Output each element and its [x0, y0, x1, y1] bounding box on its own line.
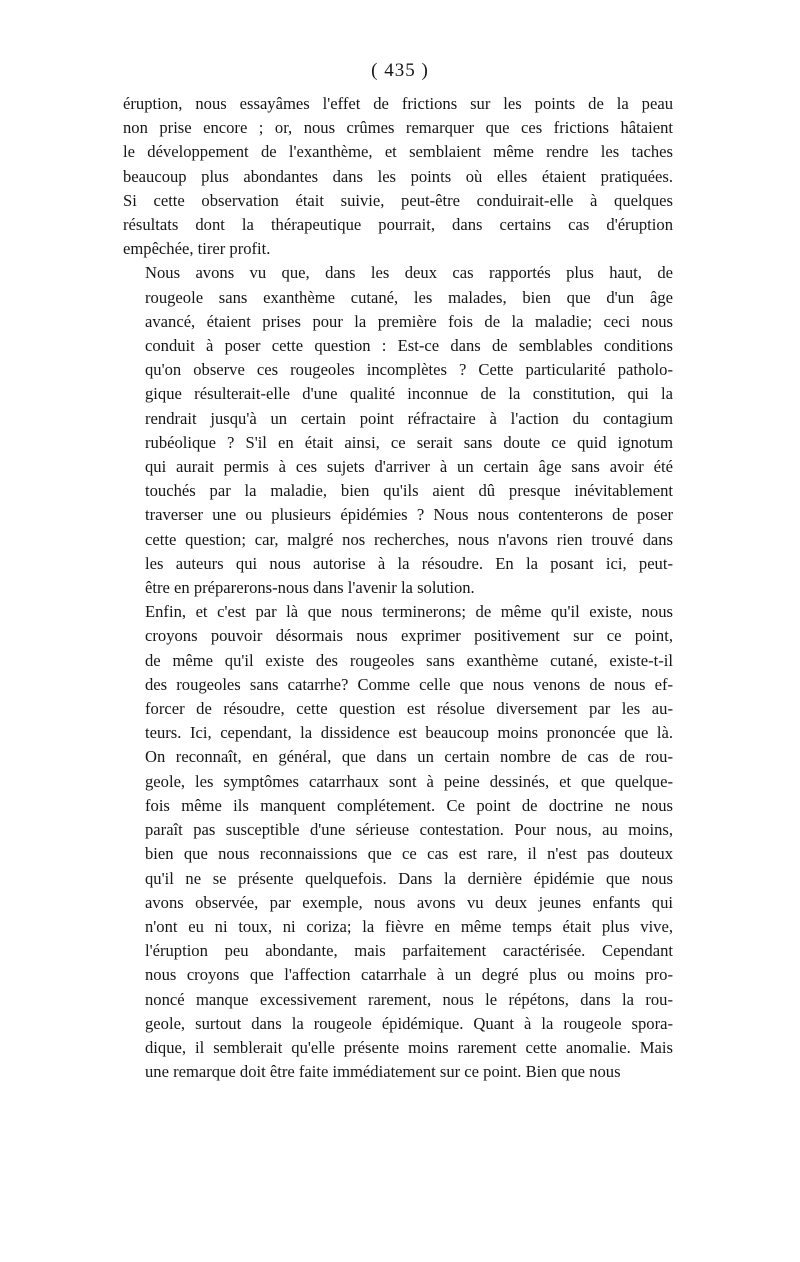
text-line: geole, surtout dans la rougeole épidémique. Quant à la rougeole spora- [145, 1013, 673, 1033]
text-line: rendrait jusqu'à un certain point réfractaire à l'action du contagium [145, 408, 673, 428]
text-line: bien que nous reconnaissions que ce cas est rare, il n'est pas douteux [145, 844, 673, 864]
page-number: ( 435 ) [371, 60, 429, 81]
text-line: dique, il semblerait qu'elle présente moins rarement cette anomalie. Mais [145, 1037, 673, 1057]
text-line: croyons pouvoir désormais nous exprimer positivement sur ce point, [145, 626, 673, 646]
body-text [123, 92, 673, 1084]
text-line: cette question; car, malgré nos recherches, nous n'avons rien trouvé dans [145, 529, 673, 549]
text-line: des rougeoles sans catarrhe? Comme celle que nous venons de nous ef- [145, 674, 673, 694]
text-line: qu'il ne se présente quelquefois. Dans la dernière épidémie que nous [145, 868, 673, 888]
text-line: nous croyons que l'affection catarrhale à un degré plus ou moins pro- [145, 965, 673, 985]
text-line: Nous avons vu que, dans les deux cas rapportés plus haut, de [145, 263, 673, 283]
text-line: On reconnaît, en général, que dans un certain nombre de cas de rou- [145, 747, 673, 767]
text-line: qui aurait permis à ces sujets d'arriver à un certain âge sans avoir été [145, 457, 673, 477]
text-line: qu'on observe ces rougeoles incomplètes ? Cette particularité patholo- [145, 360, 673, 380]
text-line: de même qu'il existe des rougeoles sans exanthème cutané, existe-t-il [145, 650, 673, 670]
text-line: gique résulterait-elle d'une qualité inconnue de la constitution, qui la [145, 384, 673, 404]
text-line: conduit à poser cette question : Est-ce dans de semblables conditions [145, 336, 673, 356]
text-line: non prise encore ; or, nous crûmes remarquer que ces frictions hâtaient [123, 118, 673, 138]
text-line: l'éruption peu abondante, mais parfaitement caractérisée. Cependant [145, 941, 673, 961]
paragraph [123, 92, 673, 261]
text-line: être en préparerons-nous dans l'avenir la solution. [145, 578, 475, 598]
text-line: beaucoup plus abondantes dans les points où elles étaient pratiquées. [123, 166, 673, 186]
text-line: Si cette observation était suivie, peut-être conduirait-elle à quelques [123, 190, 673, 210]
paragraph [123, 261, 673, 600]
text-line: forcer de résoudre, cette question est résolue diversement par les au- [145, 699, 673, 719]
text-line: résultats dont la thérapeutique pourrait, dans certains cas d'éruption [123, 215, 673, 235]
text-line: fois même ils manquent complétement. Ce point de doctrine ne nous [145, 795, 673, 815]
text-line: les auteurs qui nous autorise à la résoudre. En la posant ici, peut- [145, 553, 673, 573]
text-line: une remarque doit être faite immédiatement sur ce point. Bien que nous [145, 1062, 621, 1082]
text-line: Enfin, et c'est par là que nous terminerons; de même qu'il existe, nous [145, 602, 673, 622]
text-line: teurs. Ici, cependant, la dissidence est beaucoup moins prononcée que là. [145, 723, 673, 743]
text-line: avons observée, par exemple, nous avons vu deux jeunes enfants qui [145, 892, 673, 912]
text-line: touchés par la maladie, bien qu'ils aient dû presque inévitablement [145, 481, 673, 501]
text-line: avancé, étaient prises pour la première fois de la maladie; ceci nous [145, 311, 673, 331]
text-line: noncé manque excessivement rarement, nous le répétons, dans la rou- [145, 989, 673, 1009]
text-line: le développement de l'exanthème, et semblaient même rendre les taches [123, 142, 673, 162]
text-line: éruption, nous essayâmes l'effet de frictions sur les points de la peau [123, 94, 673, 113]
text-line: rubéolique ? S'il en était ainsi, ce serait sans doute ce quid ignotum [145, 432, 673, 452]
text-line: n'ont eu ni toux, ni coriza; la fièvre en même temps était plus vive, [145, 916, 673, 936]
text-line: paraît pas susceptible d'une sérieuse contestation. Pour nous, au moins, [145, 820, 673, 840]
text-line: rougeole sans exanthème cutané, les malades, bien que d'un âge [145, 287, 673, 307]
text-line: geole, les symptômes catarrhaux sont à peine dessinés, et que quelque- [145, 771, 673, 791]
text-line: empêchée, tirer profit. [123, 239, 271, 259]
paragraph [123, 600, 673, 1084]
text-line: traverser une ou plusieurs épidémies ? Nous nous contenterons de poser [145, 505, 673, 525]
